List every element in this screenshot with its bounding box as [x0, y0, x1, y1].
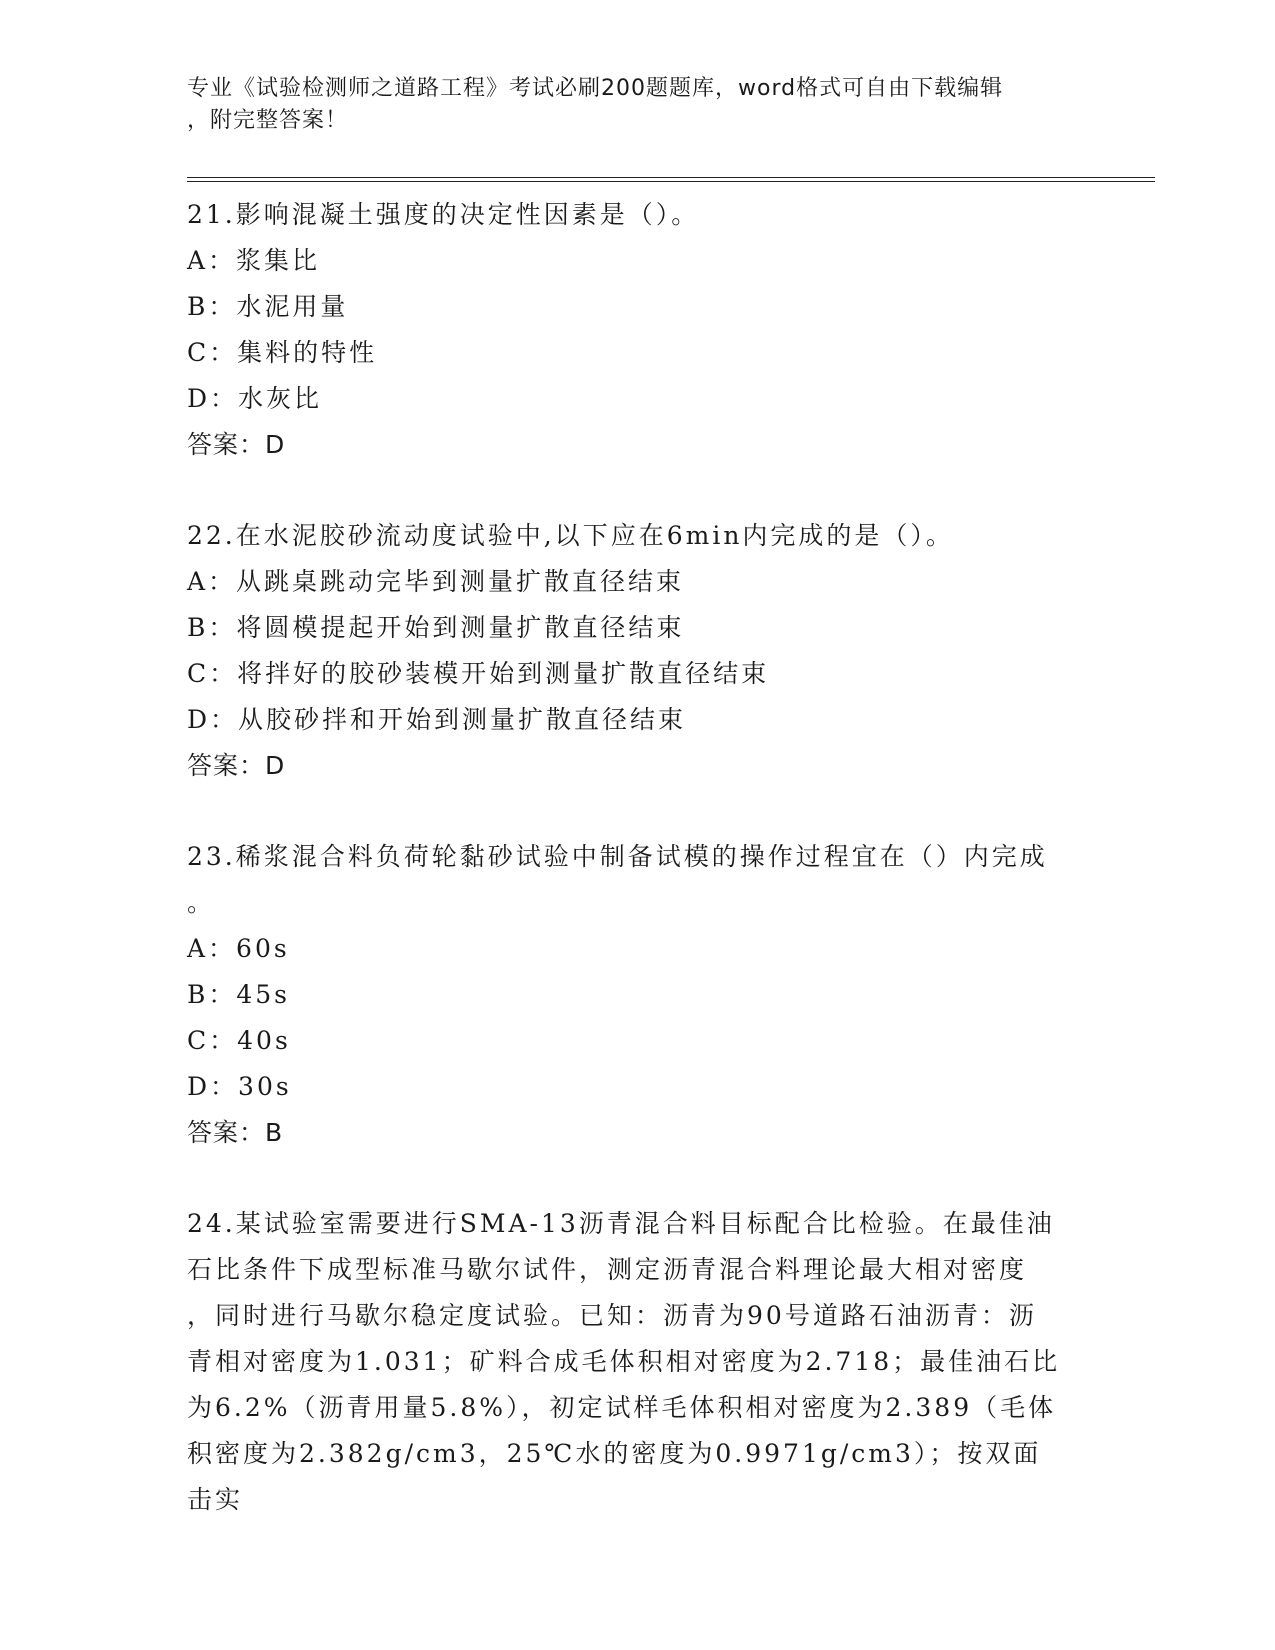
- option-a: A：从跳桌跳动完毕到测量扩散直径结束: [187, 567, 685, 596]
- option-b: B：将圆模提起开始到测量扩散直径结束: [187, 613, 685, 642]
- answer-line: 答案：B: [187, 1118, 284, 1147]
- question-24: [187, 1201, 1067, 1514]
- option-a: A：浆集比: [187, 246, 321, 275]
- question-list: [187, 192, 1067, 1514]
- option-d: D：水灰比: [187, 384, 323, 413]
- option-c: C：40s: [187, 1026, 291, 1055]
- answer-line: 答案：D: [187, 430, 286, 459]
- document-header: [187, 73, 1067, 137]
- question-21: [187, 192, 1067, 468]
- question-22: [187, 513, 1067, 789]
- option-c: C：将拌好的胶砂装模开始到测量扩散直径结束: [187, 659, 770, 688]
- question-text-line: 石比条件下成型标准马歇尔试件，测定沥青混合料理论最大相对密度: [187, 1255, 1028, 1284]
- question-23: [187, 834, 1067, 1156]
- answer-line: 答案：D: [187, 751, 286, 780]
- header-line-1: 专业《试验检测师之道路工程》考试必刷200题题库，word格式可自由下载编辑: [187, 76, 1004, 101]
- option-d: D：30s: [187, 1072, 292, 1101]
- option-a: A：60s: [187, 934, 290, 963]
- option-b: B：水泥用量: [187, 292, 349, 321]
- question-text-line: 24.某试验室需要进行SMA-13沥青混合料目标配合比检验。在最佳油: [187, 1209, 1055, 1238]
- header-line-2: ，附完整答案！: [187, 108, 349, 133]
- option-d: D：从胶砂拌和开始到测量扩散直径结束: [187, 705, 687, 734]
- question-text-line: ，同时进行马歇尔稳定度试验。已知：沥青为90号道路石油沥青：沥: [187, 1301, 1037, 1330]
- question-stem-line-2: 。: [187, 888, 216, 917]
- question-text-line: 青相对密度为1.031；矿料合成毛体积相对密度为2.718；最佳油石比: [187, 1347, 1061, 1376]
- question-stem: 21.影响混凝土强度的决定性因素是（）。: [187, 200, 700, 229]
- header-divider: [187, 177, 1155, 182]
- option-b: B：45s: [187, 980, 291, 1009]
- option-c: C：集料的特性: [187, 338, 378, 367]
- question-text-line: 积密度为2.382g/cm3，25℃水的密度为0.9971g/cm3）；按双面击实: [187, 1439, 1042, 1514]
- question-text-line: 为6.2%（沥青用量5.8%），初定试样毛体积相对密度为2.389（毛体: [187, 1393, 1057, 1422]
- question-stem: 22.在水泥胶砂流动度试验中,以下应在6min内完成的是（）。: [187, 521, 954, 550]
- question-stem-line-1: 23.稀浆混合料负荷轮黏砂试验中制备试模的操作过程宜在（）内完成: [187, 842, 1048, 871]
